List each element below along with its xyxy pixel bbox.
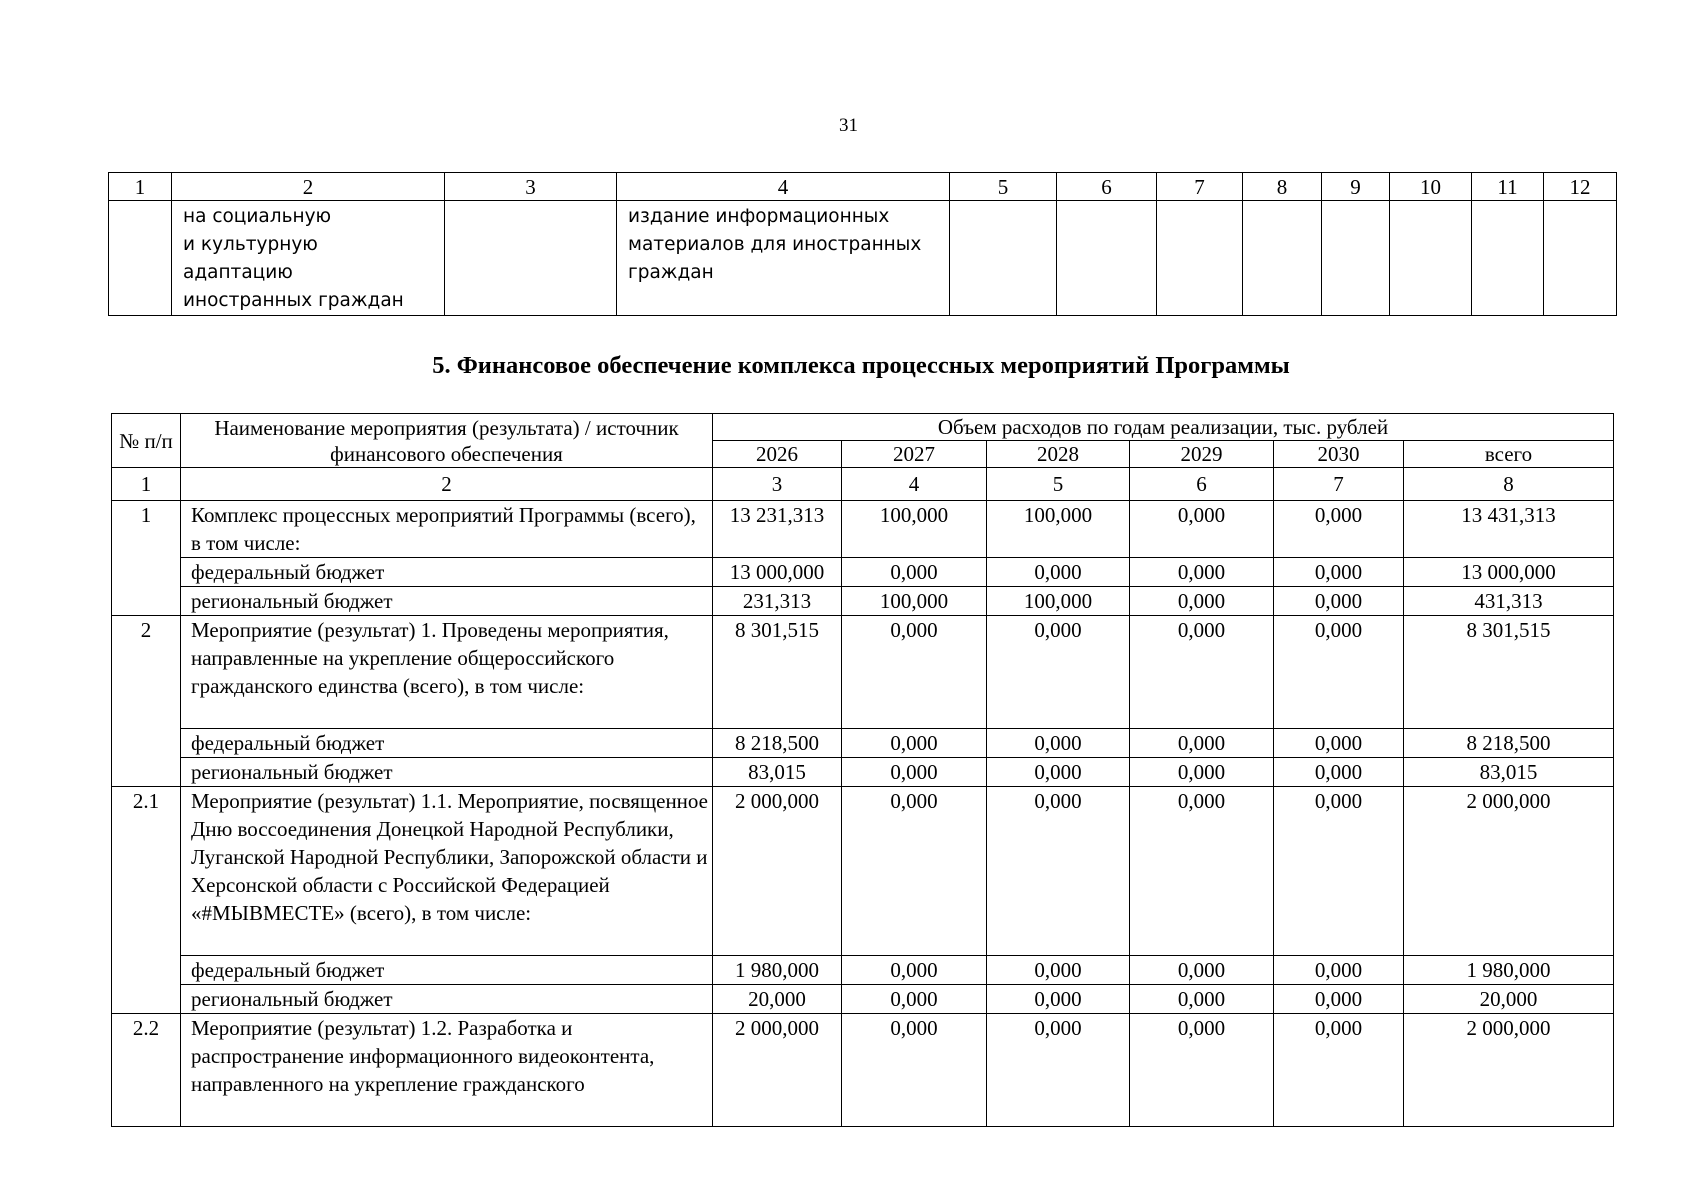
row-name: Мероприятие (результат) 1.2. Разработка и распространение информационного видеоконтента, направленного на укрепление гражданского (181, 1014, 713, 1127)
value-cell: 0,000 (987, 729, 1130, 758)
value-cell: 0,000 (842, 729, 987, 758)
value-cell: 8 301,515 (1404, 616, 1614, 729)
header-volume: Объем расходов по годам реализации, тыс. рублей (713, 414, 1614, 441)
cell-line: материалов для иностранных (628, 234, 922, 255)
row-number: 1 (112, 501, 181, 616)
column-number: 9 (1322, 173, 1390, 201)
header-num: № п/п (112, 414, 181, 468)
column-number: 8 (1243, 173, 1322, 201)
column-number: 3 (713, 468, 842, 501)
value-cell: 0,000 (1274, 729, 1404, 758)
table-cell (1157, 201, 1243, 316)
continued-table (108, 172, 1617, 316)
value-cell: 1 980,000 (1404, 956, 1614, 985)
row-name: федеральный бюджет (181, 558, 713, 587)
column-number: 6 (1130, 468, 1274, 501)
table-cell (1544, 201, 1617, 316)
row-number: 2.1 (112, 787, 181, 1014)
table-cell (1243, 201, 1322, 316)
value-cell: 100,000 (987, 501, 1130, 558)
value-cell: 0,000 (842, 558, 987, 587)
value-cell: 0,000 (1130, 616, 1274, 729)
table-row (112, 787, 1614, 956)
table-row (112, 758, 1614, 787)
page-number: 31 (839, 115, 858, 136)
column-number: 12 (1544, 173, 1617, 201)
column-number-row (109, 173, 1617, 201)
cell-line: адаптацию (183, 262, 293, 283)
value-cell: 0,000 (1274, 501, 1404, 558)
row-name: региональный бюджет (181, 985, 713, 1014)
value-cell: 83,015 (1404, 758, 1614, 787)
value-cell: 0,000 (1130, 501, 1274, 558)
value-cell: 0,000 (987, 758, 1130, 787)
table-row (112, 587, 1614, 616)
value-cell: 0,000 (987, 985, 1130, 1014)
row-number: 2.2 (112, 1014, 181, 1127)
row-name: Комплекс процессных мероприятий Программы (всего), в том числе: (181, 501, 713, 558)
value-cell: 20,000 (713, 985, 842, 1014)
column-number: 5 (987, 468, 1130, 501)
value-cell: 0,000 (987, 558, 1130, 587)
value-cell: 0,000 (1274, 985, 1404, 1014)
value-cell: 0,000 (987, 1014, 1130, 1127)
table-row (112, 1014, 1614, 1127)
value-cell: 0,000 (1274, 587, 1404, 616)
table-row (112, 616, 1614, 729)
column-number: 7 (1274, 468, 1404, 501)
value-cell: 0,000 (987, 956, 1130, 985)
value-cell: 0,000 (842, 985, 987, 1014)
column-number: 5 (950, 173, 1057, 201)
value-cell: 0,000 (1274, 1014, 1404, 1127)
value-cell: 0,000 (1274, 956, 1404, 985)
value-cell: 0,000 (1130, 1014, 1274, 1127)
cell-line: и культурную (183, 234, 318, 255)
value-cell: 8 218,500 (713, 729, 842, 758)
value-cell: 0,000 (1130, 956, 1274, 985)
value-cell: 0,000 (1274, 758, 1404, 787)
header-year: 2030 (1274, 441, 1404, 468)
value-cell: 13 431,313 (1404, 501, 1614, 558)
value-cell: 13 000,000 (1404, 558, 1614, 587)
value-cell: 2 000,000 (713, 787, 842, 956)
row-name: Мероприятие (результат) 1. Проведены мероприятия, направленные на укрепление общероссийского гражданского единства (всего), в том числе: (181, 616, 713, 729)
value-cell: 13 000,000 (713, 558, 842, 587)
value-cell: 8 301,515 (713, 616, 842, 729)
value-cell: 0,000 (1274, 558, 1404, 587)
value-cell: 0,000 (842, 616, 987, 729)
table-row (112, 729, 1614, 758)
value-cell: 2 000,000 (713, 1014, 842, 1127)
header-name: Наименование мероприятия (результата) / источник финансового обеспечения (181, 414, 713, 468)
table-cell (1472, 201, 1544, 316)
row-name: региональный бюджет (181, 587, 713, 616)
column-number: 10 (1390, 173, 1472, 201)
column-number: 3 (445, 173, 617, 201)
table-row (112, 501, 1614, 558)
value-cell: 0,000 (1130, 787, 1274, 956)
header-year: 2027 (842, 441, 987, 468)
table-row (112, 956, 1614, 985)
table-row (112, 558, 1614, 587)
header-year: 2029 (1130, 441, 1274, 468)
value-cell: 100,000 (842, 501, 987, 558)
value-cell: 431,313 (1404, 587, 1614, 616)
cell-line: на социальную (183, 206, 332, 227)
value-cell: 13 231,313 (713, 501, 842, 558)
value-cell: 0,000 (842, 787, 987, 956)
table-cell (1390, 201, 1472, 316)
value-cell: 1 980,000 (713, 956, 842, 985)
financing-table (111, 413, 1614, 1127)
table-cell (1322, 201, 1390, 316)
cell-line: граждан (628, 262, 714, 283)
table-cell-name (172, 201, 445, 316)
table-cell (1057, 201, 1157, 316)
table-cell (445, 201, 617, 316)
value-cell: 0,000 (1130, 985, 1274, 1014)
section-title: 5. Финансовое обеспечение комплекса процессных мероприятий Программы (432, 352, 1290, 379)
value-cell: 0,000 (1274, 787, 1404, 956)
header-year: всего (1404, 441, 1614, 468)
value-cell: 20,000 (1404, 985, 1614, 1014)
row-name: федеральный бюджет (181, 729, 713, 758)
table-cell (109, 201, 172, 316)
column-number: 11 (1472, 173, 1544, 201)
row-name: федеральный бюджет (181, 956, 713, 985)
cell-line: иностранных граждан (183, 290, 404, 311)
column-number: 6 (1057, 173, 1157, 201)
value-cell: 0,000 (1130, 587, 1274, 616)
column-number: 2 (181, 468, 713, 501)
column-number: 2 (172, 173, 445, 201)
table-cell-description (617, 201, 950, 316)
table-row (112, 985, 1614, 1014)
value-cell: 8 218,500 (1404, 729, 1614, 758)
value-cell: 0,000 (1274, 616, 1404, 729)
value-cell: 0,000 (1130, 758, 1274, 787)
row-number: 2 (112, 616, 181, 787)
column-number: 8 (1404, 468, 1614, 501)
column-number: 4 (617, 173, 950, 201)
header-year: 2026 (713, 441, 842, 468)
value-cell: 231,313 (713, 587, 842, 616)
value-cell: 2 000,000 (1404, 787, 1614, 956)
column-number: 1 (109, 173, 172, 201)
value-cell: 83,015 (713, 758, 842, 787)
value-cell: 2 000,000 (1404, 1014, 1614, 1127)
value-cell: 0,000 (1130, 558, 1274, 587)
column-number: 1 (112, 468, 181, 501)
column-number-row (112, 468, 1614, 501)
column-number: 7 (1157, 173, 1243, 201)
value-cell: 0,000 (987, 787, 1130, 956)
header-year: 2028 (987, 441, 1130, 468)
table-cell (950, 201, 1057, 316)
header-row (112, 414, 1614, 441)
value-cell: 0,000 (1130, 729, 1274, 758)
value-cell: 0,000 (842, 956, 987, 985)
value-cell: 100,000 (987, 587, 1130, 616)
value-cell: 0,000 (842, 1014, 987, 1127)
row-name: Мероприятие (результат) 1.1. Мероприятие, посвященное Дню воссоединения Донецкой Народной Республики, Луганской Народной Республики, Запорожской области и Херсонской области с Российской Федерацией «#МЫВМЕСТЕ» (всего), в том числе: (181, 787, 713, 956)
value-cell: 0,000 (987, 616, 1130, 729)
column-number: 4 (842, 468, 987, 501)
value-cell: 100,000 (842, 587, 987, 616)
table-row (109, 201, 1617, 316)
cell-line: издание информационных (628, 206, 890, 227)
row-name: региональный бюджет (181, 758, 713, 787)
value-cell: 0,000 (842, 758, 987, 787)
